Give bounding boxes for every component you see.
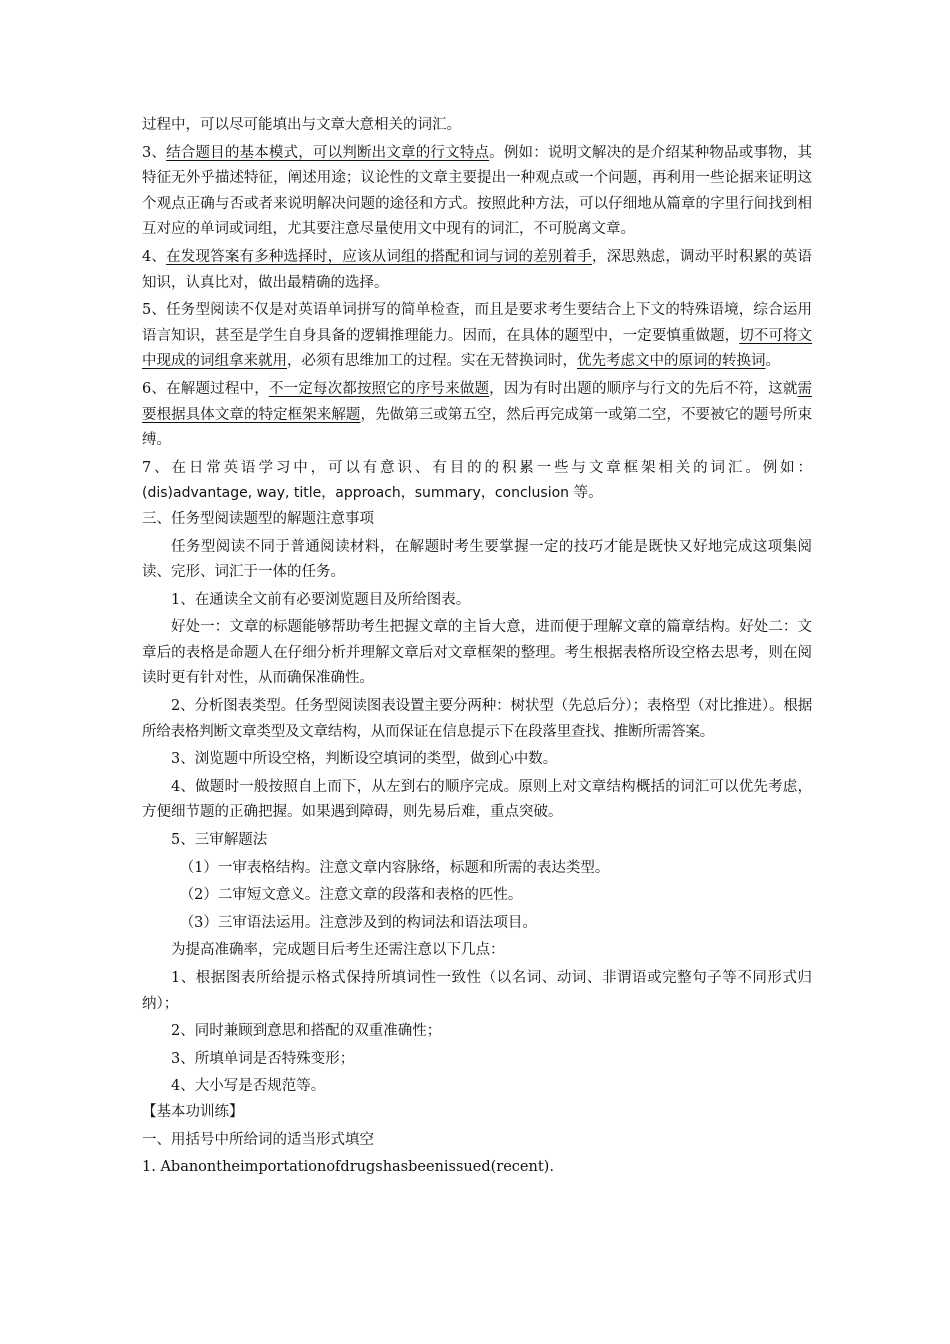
paragraph-5-text-a: 5、任务型阅读不仅是对英语单词拼写的简单检查，而且是要求考生要结合上下文的特殊语境，综合运用语言知识，甚至是学生自身具备的逻辑推理能力。因而，在具体的题型中，一定要慎重做题， xyxy=(142,302,812,344)
paragraph-4-text: ，深思熟虑，调动平时积累的英语知识，认真比对，做出最精确的选择。 xyxy=(142,248,812,291)
note-4: 4、大小写是否规范等。 xyxy=(171,1078,326,1095)
paragraph-5-underlined-1: 切不可将文中现成的词组拿来就用 xyxy=(142,327,813,370)
paragraph-6-text-c: ，先做第三或第五空，然后再完成第一或第二空，不要被它的题号所束缚。 xyxy=(142,406,812,449)
review-3: （3）三审语法运用。注意涉及到的构词法和语法项目。 xyxy=(179,914,537,931)
note-3: 3、所填单词是否特殊变形； xyxy=(171,1050,355,1067)
exercise-1: 1. Abanontheimportationofdrugshasbeenissued(recent). xyxy=(142,1159,554,1176)
paragraph-6-underlined-2: 需要根据具体文章的特定框架来解题 xyxy=(142,380,813,423)
paragraph-3-number: 3、 xyxy=(142,144,167,161)
paragraph-6-text-b: ，因为有时出题的顺序与行文的先后不符，这就 xyxy=(489,380,798,397)
paragraph-4-number: 4、 xyxy=(142,248,167,265)
paragraph-5-text-c: 。 xyxy=(765,353,780,370)
paragraph-3-text: 。例如：说明文解决的是介绍某种物品或事物，其特征无外乎描述特征，阐述用途；议论性的文章主要提出一种观点或一个问题，再利用一些论据来证明这个观点正确与否或者来说明解决问题的途径和方式。按照此种方法，可以仔细地从篇章的字里行间找到相互对应的单词或词组，尤其要注意尽量使用文中现有的词汇，不可脱离文章。 xyxy=(142,144,812,238)
note-2: 2、同时兼顾到意思和搭配的双重准确性； xyxy=(171,1023,442,1040)
paragraph-4-underlined: 在发现答案有多种选择时，应该从词组的搭配和词与词的差别着手 xyxy=(166,248,592,265)
step-2: 2、分析图表类型。任务型阅读图表设置主要分两种：树状型（先总后分）；表格型（对比推进）。根据所给表格判断文章类型及文章结构，从而保证在信息提示下在段落里查找、推断所需答案。 xyxy=(142,698,812,740)
paragraph-6 xyxy=(142,377,812,454)
paragraph-1: 过程中，可以尽可能填出与文章大意相关的词汇。 xyxy=(142,117,461,133)
notes-intro: 为提高准确率，完成题目后考生还需注意以下几点： xyxy=(171,942,505,959)
paragraph-6-text-a: 6、在解题过程中， xyxy=(142,380,269,397)
note-1: 1、根据图表所给提示格式保持所填词性一致性（以名词、动词、非谓语或完整句子等不同形式归纳）； xyxy=(142,970,812,1012)
step-1-benefits: 好处一：文章的标题能够帮助考生把握文章的主旨大意，进而便于理解文章的篇章结构。好处二：文章后的表格是命题人在仔细分析并理解文章后对文章框架的整理。考生根据表格所设空格去思考，则在阅读时更有针对性，从而确保准确性。 xyxy=(142,619,812,687)
paragraph-7 xyxy=(142,456,812,507)
section-3-intro: 任务型阅读不同于普通阅读材料，在解题时考生要掌握一定的技巧才能是既快又好地完成这项集阅读、完形、词汇于一体的任务。 xyxy=(142,538,812,581)
paragraph-3 xyxy=(142,141,812,243)
step-4: 4、做题时一般按照自上而下，从左到右的顺序完成。原则上对文章结构概括的词汇可以优先考虑，方便细节题的正确把握。如果遇到障碍，则先易后难，重点突破。 xyxy=(142,778,812,821)
review-1: （1）一审表格结构。注意文章内容脉络，标题和所需的表达类型。 xyxy=(179,859,610,876)
paragraph-7-text-b: 等。 xyxy=(569,485,603,502)
paragraph-6-underlined-1: 不一定每次都按照它的序号来做题 xyxy=(268,380,490,397)
step-3: 3、浏览题中所设空格，判断设空填词的类型，做到心中数。 xyxy=(171,751,558,768)
paragraph-3-underlined: 结合题目的基本模式，可以判断出文章的行文特点 xyxy=(166,144,490,161)
review-2: （2）二审短文意义。注意文章的段落和表格的匹性。 xyxy=(179,887,523,904)
step-1: 1、在通读全文前有必要浏览题目及所给图表。 xyxy=(171,591,471,608)
training-heading: 【基本功训练】 xyxy=(142,1103,244,1120)
paragraph-5-text-b: ，必须有思维加工的过程。实在无替换词时， xyxy=(287,353,577,370)
paragraph-5 xyxy=(142,298,812,375)
paragraph-5-underlined-2: 优先考虑文中的原词的转换词 xyxy=(577,353,766,370)
paragraph-7-text-a: 7、在日常英语学习中，可以有意识、有目的的积累一些与文章框架相关的词汇。例如： xyxy=(142,459,812,476)
section-3-heading: 三、任务型阅读题型的解题注意事项 xyxy=(142,510,374,527)
document-body xyxy=(142,113,812,1181)
paragraph-4 xyxy=(142,245,812,296)
exercise-title: 一、用括号中所给词的适当形式填空 xyxy=(142,1131,374,1148)
step-5: 5、三审解题法 xyxy=(171,832,268,849)
paragraph-7-english-terms: (dis)advantage, way, title，approach，summary，conclusion xyxy=(142,485,570,502)
